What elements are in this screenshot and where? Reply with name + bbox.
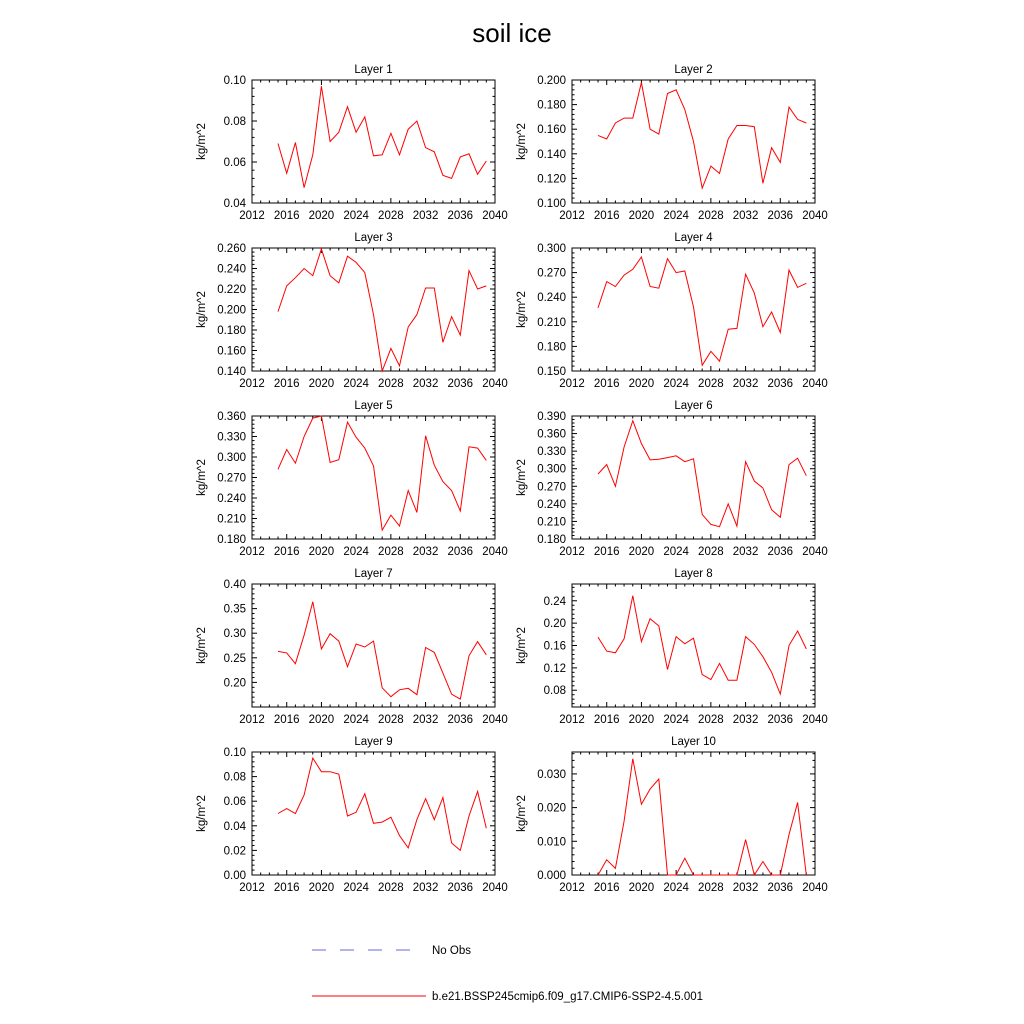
panel-title: Layer 7 <box>354 568 393 580</box>
y-tick-label: 0.200 <box>537 75 566 87</box>
plot-frame <box>252 416 495 539</box>
series-line-model <box>278 416 486 530</box>
plot-frame <box>572 416 815 539</box>
x-tick-label: 2028 <box>698 882 724 894</box>
x-tick-label: 2024 <box>343 546 369 558</box>
x-tick-label: 2040 <box>802 882 828 894</box>
x-tick-label: 2024 <box>663 546 689 558</box>
y-axis-label: kg/m^2 <box>196 627 208 664</box>
y-tick-label: 0.030 <box>537 768 566 781</box>
panel-layer-10 <box>516 736 828 894</box>
x-tick-label: 2032 <box>412 546 439 558</box>
x-tick-label: 2020 <box>628 210 655 222</box>
y-tick-label: 0.08 <box>223 771 246 784</box>
x-tick-label: 2040 <box>482 546 508 558</box>
y-tick-label: 0.330 <box>537 446 566 459</box>
x-tick-label: 2036 <box>767 210 794 222</box>
y-tick-label: 0.240 <box>217 493 246 505</box>
x-tick-label: 2028 <box>698 714 724 726</box>
x-tick-label: 2028 <box>378 714 404 726</box>
x-tick-label: 2012 <box>239 882 265 894</box>
y-tick-label: 0.10 <box>223 747 246 759</box>
x-tick-label: 2032 <box>412 378 439 390</box>
y-tick-label: 0.010 <box>537 836 566 849</box>
x-tick-label: 2036 <box>767 546 794 558</box>
x-tick-label: 2040 <box>802 210 828 222</box>
y-tick-label: 0.16 <box>543 640 566 653</box>
y-tick-label: 0.12 <box>543 662 566 675</box>
x-tick-label: 2024 <box>343 378 369 390</box>
series-line-model <box>278 86 486 187</box>
y-axis-label: kg/m^2 <box>196 459 208 496</box>
x-tick-label: 2024 <box>663 378 689 390</box>
x-tick-label: 2016 <box>593 378 620 390</box>
y-tick-label: 0.00 <box>223 870 246 882</box>
panel-title: Layer 5 <box>354 400 393 412</box>
x-tick-label: 2036 <box>767 378 794 390</box>
y-tick-label: 0.25 <box>223 652 246 665</box>
panel-title: Layer 1 <box>354 64 393 76</box>
series-line-model <box>598 759 806 875</box>
x-tick-label: 2016 <box>593 210 620 222</box>
y-tick-label: 0.000 <box>537 870 566 882</box>
x-tick-label: 2024 <box>663 210 689 222</box>
panel-title: Layer 8 <box>674 568 713 580</box>
y-tick-label: 0.06 <box>223 157 246 169</box>
y-tick-label: 0.08 <box>543 685 566 698</box>
x-tick-label: 2024 <box>343 882 369 894</box>
x-tick-label: 2016 <box>593 882 620 894</box>
y-tick-label: 0.300 <box>217 452 246 464</box>
x-tick-label: 2040 <box>802 378 828 390</box>
y-tick-label: 0.30 <box>223 628 246 641</box>
y-tick-label: 0.330 <box>217 431 246 444</box>
y-tick-label: 0.300 <box>537 463 566 476</box>
y-tick-label: 0.180 <box>217 325 246 337</box>
x-tick-label: 2032 <box>412 714 439 726</box>
y-tick-label: 0.180 <box>537 99 566 112</box>
panel-layer-1 <box>196 64 508 222</box>
x-tick-label: 2040 <box>482 378 508 390</box>
panel-title: Layer 10 <box>671 736 716 748</box>
y-tick-label: 0.020 <box>537 802 566 815</box>
panel-layer-8 <box>516 568 828 726</box>
y-tick-label: 0.160 <box>217 345 246 358</box>
x-tick-label: 2016 <box>593 714 620 726</box>
x-tick-label: 2012 <box>239 546 265 558</box>
x-tick-label: 2032 <box>732 210 759 222</box>
x-tick-label: 2020 <box>628 546 655 558</box>
y-tick-label: 0.390 <box>537 411 566 423</box>
x-tick-label: 2016 <box>273 546 300 558</box>
x-tick-label: 2036 <box>447 882 474 894</box>
legend <box>312 945 703 1003</box>
x-tick-label: 2020 <box>308 546 335 558</box>
legend-label-obs: No Obs <box>432 945 471 957</box>
legend-label-model: b.e21.BSSP245cmip6.f09_g17.CMIP6-SSP2-4.5.001 <box>432 991 704 1003</box>
y-tick-label: 0.06 <box>223 796 246 809</box>
panel-title: Layer 4 <box>674 232 713 244</box>
x-tick-label: 2016 <box>273 714 300 726</box>
x-tick-label: 2028 <box>378 378 404 390</box>
panel-title: Layer 2 <box>674 64 713 76</box>
x-tick-label: 2040 <box>802 546 828 558</box>
panel-title: Layer 9 <box>354 736 393 748</box>
x-tick-label: 2012 <box>239 210 265 222</box>
x-tick-label: 2036 <box>767 714 794 726</box>
x-tick-label: 2036 <box>447 210 474 222</box>
x-tick-label: 2036 <box>447 714 474 726</box>
y-tick-label: 0.200 <box>217 304 246 317</box>
y-tick-label: 0.08 <box>223 116 246 128</box>
y-axis-label: kg/m^2 <box>516 627 528 664</box>
x-tick-label: 2024 <box>343 210 369 222</box>
y-axis-label: kg/m^2 <box>196 123 208 160</box>
x-tick-label: 2032 <box>732 378 759 390</box>
y-tick-label: 0.35 <box>223 603 246 616</box>
y-tick-label: 0.180 <box>537 534 566 546</box>
x-tick-label: 2024 <box>343 714 369 726</box>
y-tick-label: 0.24 <box>543 595 566 608</box>
figure-title: soil ice <box>472 18 552 48</box>
y-tick-label: 0.100 <box>537 198 566 210</box>
x-tick-label: 2028 <box>698 378 724 390</box>
y-tick-label: 0.210 <box>217 513 246 526</box>
x-tick-label: 2012 <box>559 714 585 726</box>
panel-layer-5 <box>196 400 508 558</box>
y-axis-label: kg/m^2 <box>516 795 528 832</box>
x-tick-label: 2032 <box>412 882 439 894</box>
y-tick-label: 0.270 <box>537 267 566 280</box>
x-tick-label: 2028 <box>378 210 404 222</box>
y-tick-label: 0.04 <box>223 198 246 210</box>
y-tick-label: 0.210 <box>537 516 566 529</box>
x-tick-label: 2012 <box>559 378 585 390</box>
y-tick-label: 0.20 <box>543 618 566 631</box>
x-tick-label: 2016 <box>593 546 620 558</box>
y-tick-label: 0.220 <box>217 284 246 296</box>
x-tick-label: 2040 <box>482 882 508 894</box>
y-tick-label: 0.02 <box>223 845 246 858</box>
x-tick-label: 2020 <box>308 378 335 390</box>
x-tick-label: 2028 <box>378 882 404 894</box>
x-tick-label: 2040 <box>482 210 508 222</box>
y-tick-label: 0.20 <box>223 677 246 690</box>
x-tick-label: 2020 <box>628 378 655 390</box>
x-tick-label: 2032 <box>412 210 439 222</box>
plot-frame <box>572 752 815 875</box>
y-tick-label: 0.120 <box>537 173 566 186</box>
x-tick-label: 2012 <box>559 882 585 894</box>
x-tick-label: 2036 <box>447 546 474 558</box>
y-tick-label: 0.240 <box>537 292 566 305</box>
y-tick-label: 0.150 <box>537 366 566 378</box>
x-tick-label: 2020 <box>628 714 655 726</box>
panel-title: Layer 6 <box>674 400 713 412</box>
panel-layer-9 <box>196 736 508 894</box>
x-tick-label: 2020 <box>628 882 655 894</box>
x-tick-label: 2024 <box>663 882 689 894</box>
x-tick-label: 2020 <box>308 882 335 894</box>
x-tick-label: 2040 <box>482 714 508 726</box>
x-tick-label: 2032 <box>732 882 759 894</box>
x-tick-label: 2024 <box>663 714 689 726</box>
x-tick-label: 2032 <box>732 546 759 558</box>
y-tick-label: 0.270 <box>217 472 246 485</box>
x-tick-label: 2028 <box>698 210 724 222</box>
y-tick-label: 0.240 <box>537 498 566 511</box>
x-tick-label: 2012 <box>559 546 585 558</box>
panel-layer-7 <box>196 568 508 726</box>
x-tick-label: 2032 <box>732 714 759 726</box>
x-tick-label: 2036 <box>447 378 474 390</box>
y-axis-label: kg/m^2 <box>196 291 208 328</box>
series-line-model <box>278 602 486 699</box>
x-tick-label: 2028 <box>698 546 724 558</box>
x-tick-label: 2012 <box>559 210 585 222</box>
y-tick-label: 0.40 <box>223 579 246 591</box>
series-line-model <box>278 758 486 850</box>
series-line-model <box>278 249 486 371</box>
panel-layer-6 <box>516 400 828 558</box>
y-tick-label: 0.140 <box>537 148 566 161</box>
y-axis-label: kg/m^2 <box>516 459 528 496</box>
x-tick-label: 2040 <box>802 714 828 726</box>
y-tick-label: 0.300 <box>537 243 566 255</box>
y-tick-label: 0.270 <box>537 481 566 494</box>
y-tick-label: 0.160 <box>537 124 566 137</box>
x-tick-label: 2016 <box>273 378 300 390</box>
panel-layer-3 <box>196 232 508 390</box>
panel-layer-2 <box>516 64 828 222</box>
y-tick-label: 0.240 <box>217 263 246 276</box>
y-tick-label: 0.210 <box>537 316 566 329</box>
y-axis-label: kg/m^2 <box>196 795 208 832</box>
y-tick-label: 0.360 <box>537 428 566 441</box>
y-tick-label: 0.180 <box>217 534 246 546</box>
series-line-model <box>598 596 806 694</box>
plot-frame <box>252 752 495 875</box>
x-tick-label: 2028 <box>378 546 404 558</box>
plot-frame <box>252 248 495 371</box>
y-axis-label: kg/m^2 <box>516 291 528 328</box>
y-tick-label: 0.04 <box>223 820 246 833</box>
panel-layer-4 <box>516 232 828 390</box>
x-tick-label: 2012 <box>239 714 265 726</box>
series-line-model <box>598 421 806 527</box>
series-line-model <box>598 257 806 365</box>
y-tick-label: 0.10 <box>223 75 246 87</box>
y-tick-label: 0.140 <box>217 366 246 378</box>
y-tick-label: 0.360 <box>217 411 246 423</box>
x-tick-label: 2012 <box>239 378 265 390</box>
x-tick-label: 2020 <box>308 210 335 222</box>
x-tick-label: 2020 <box>308 714 335 726</box>
x-tick-label: 2036 <box>767 882 794 894</box>
x-tick-label: 2016 <box>273 882 300 894</box>
y-tick-label: 0.260 <box>217 243 246 255</box>
y-axis-label: kg/m^2 <box>516 123 528 160</box>
plot-frame <box>252 80 495 203</box>
plot-frame <box>252 584 495 707</box>
y-tick-label: 0.180 <box>537 341 566 354</box>
panel-title: Layer 3 <box>354 232 393 244</box>
panels <box>196 64 828 894</box>
series-line-model <box>598 83 806 189</box>
x-tick-label: 2016 <box>273 210 300 222</box>
